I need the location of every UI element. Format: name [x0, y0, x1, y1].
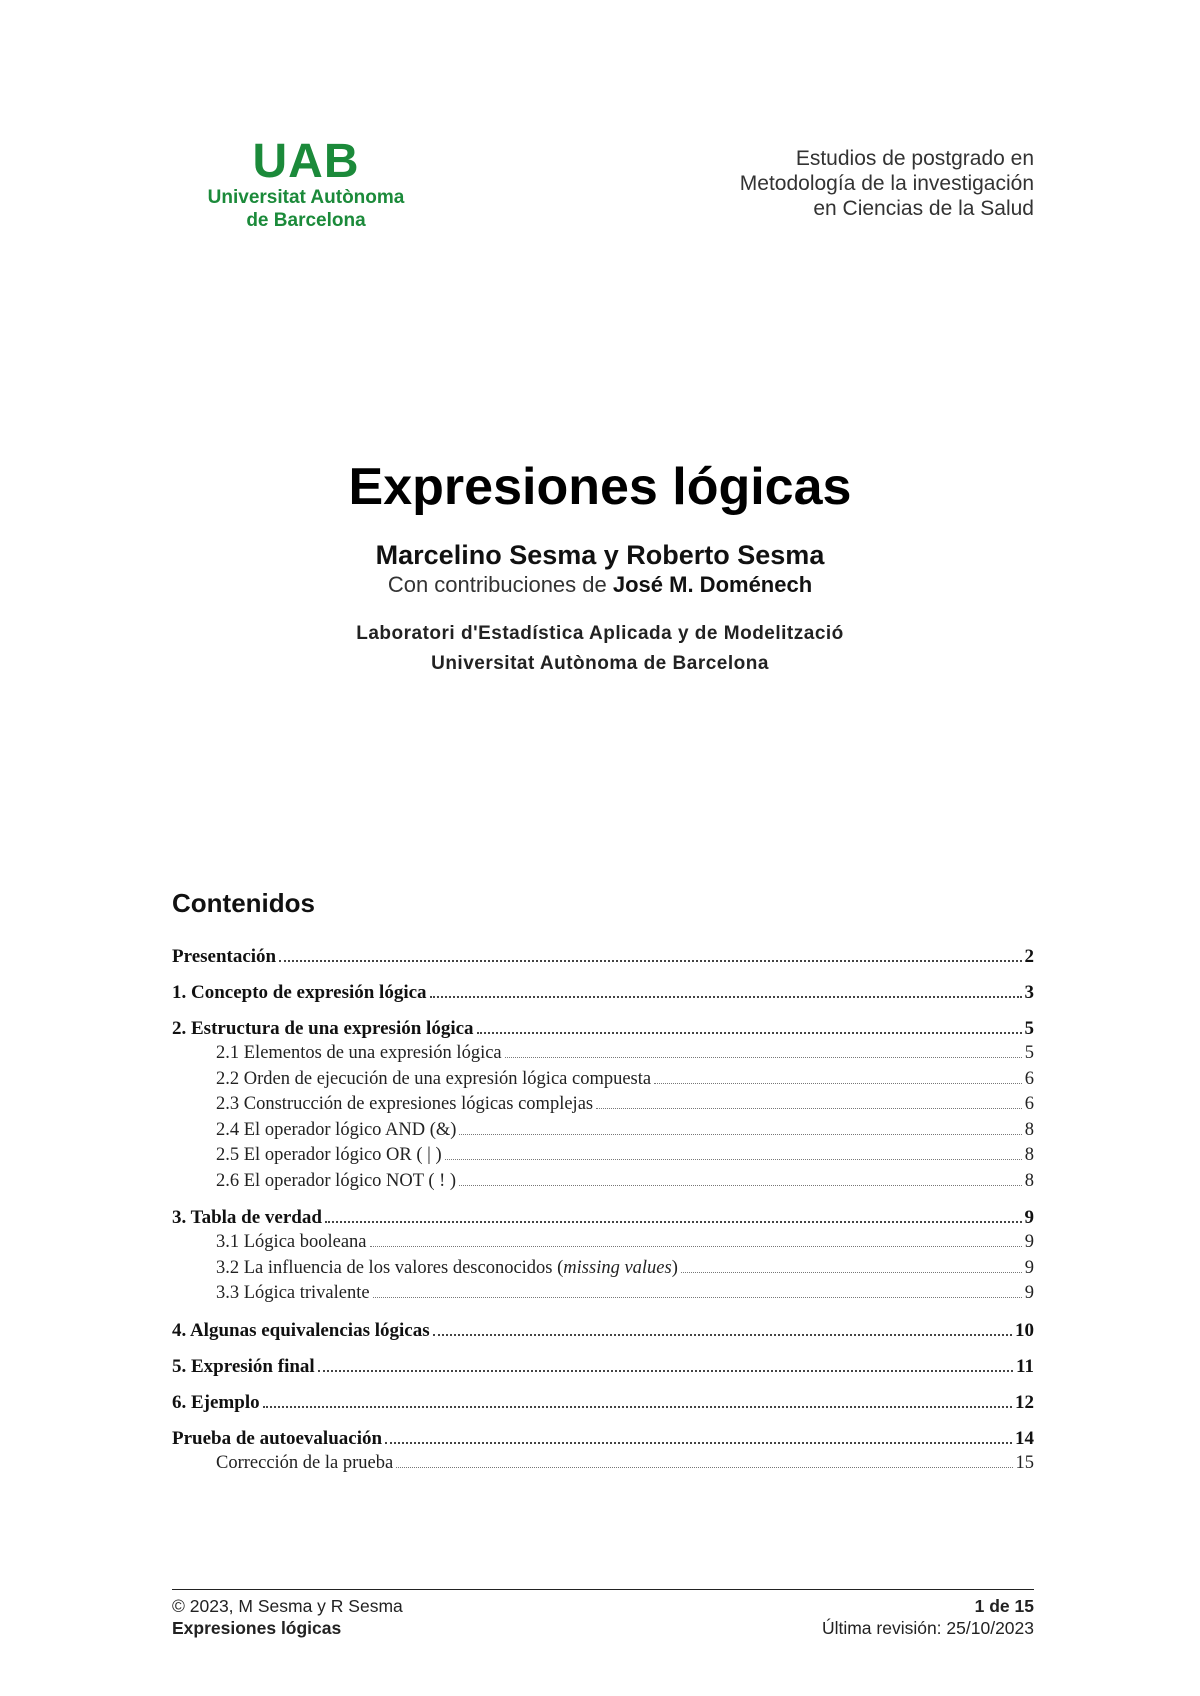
toc-entry-label: 2.1 Elementos de una expresión lógica	[216, 1043, 502, 1063]
uab-logo	[186, 135, 426, 232]
toc-dot-leader	[445, 1159, 1022, 1160]
toc-entry-label: 5. Expresión final	[172, 1355, 315, 1377]
toc-dot-leader	[370, 1246, 1022, 1247]
title-block	[0, 455, 1200, 679]
toc-dot-leader	[505, 1057, 1022, 1058]
toc-entry-correccion[interactable]	[172, 1451, 1034, 1477]
footer-page-number: 1 de 15	[974, 1596, 1034, 1616]
toc-entry-page: 6	[1024, 1094, 1034, 1114]
toc-entry-page: 12	[1015, 1391, 1034, 1413]
toc-entry-1[interactable]	[172, 981, 1034, 1005]
toc-dot-leader	[433, 1334, 1012, 1336]
footer-copyright: © 2023, M Sesma y R Sesma	[172, 1596, 403, 1616]
toc-entry-label	[216, 1256, 678, 1282]
uab-logo-line1: Universitat Autònoma	[207, 187, 405, 208]
toc-dot-leader	[459, 1134, 1021, 1135]
toc-dot-leader	[279, 960, 1021, 962]
footer-doc-title: Expresiones lógicas	[172, 1618, 342, 1638]
toc-entry-label: 2.5 El operador lógico OR ( | )	[216, 1145, 442, 1165]
program-heading	[740, 146, 1034, 221]
toc-entry-page: 3	[1024, 982, 1034, 1003]
toc-entry-label: 3.1 Lógica booleana	[216, 1232, 367, 1252]
toc-entry-3-2[interactable]	[172, 1256, 1034, 1282]
toc-entry-page: 8	[1024, 1145, 1034, 1165]
toc-dot-leader	[318, 1370, 1013, 1372]
toc-entry-prueba[interactable]	[172, 1427, 1034, 1451]
program-line2: Metodología de la investigación	[739, 172, 1034, 195]
toc-entry-page: 5	[1024, 1018, 1034, 1039]
toc-entry-label: 1. Concepto de expresión lógica	[172, 982, 427, 1003]
toc-entry-2-3[interactable]	[172, 1092, 1034, 1118]
toc-entry-2-1[interactable]	[172, 1041, 1034, 1067]
toc-entry-2-5[interactable]	[172, 1143, 1034, 1169]
toc-entry-2[interactable]	[172, 1017, 1034, 1041]
toc-entry-label: Corrección de la prueba	[216, 1452, 394, 1473]
toc-entry-page: 2	[1024, 946, 1034, 967]
contributions	[0, 571, 1200, 599]
toc-entry-page: 6	[1024, 1068, 1034, 1089]
toc-entry-5[interactable]	[172, 1355, 1034, 1379]
toc-entry-3-3[interactable]	[172, 1281, 1034, 1307]
toc-entry-page: 9	[1024, 1283, 1034, 1303]
toc-dot-leader	[477, 1032, 1022, 1034]
affiliation-lab: Laboratori d'Estadística Aplicada y de Modelització	[356, 623, 844, 644]
toc-dot-leader	[263, 1406, 1012, 1408]
toc-dot-leader	[654, 1083, 1022, 1084]
toc-entry-label-italic: missing values	[563, 1257, 672, 1278]
toc-entry-label: Prueba de autoevaluación	[172, 1427, 383, 1449]
toc-entry-label: Presentación	[172, 946, 277, 967]
toc-dot-leader	[430, 996, 1022, 998]
footer-row-1	[172, 1595, 1034, 1617]
toc-dot-leader	[681, 1272, 1022, 1273]
authors: Marcelino Sesma y Roberto Sesma	[375, 540, 825, 570]
document-title: Expresiones lógicas	[348, 458, 852, 516]
toc-entry-label: 6. Ejemplo	[172, 1391, 260, 1413]
toc-entry-label: 2.3 Construcción de expresiones lógicas complejas	[216, 1094, 594, 1114]
toc-entry-label: 3. Tabla de verdad	[172, 1207, 322, 1228]
footer-revision: Última revisión: 25/10/2023	[821, 1618, 1034, 1638]
toc-entry-page: 9	[1024, 1232, 1034, 1252]
toc-dot-leader	[396, 1467, 1012, 1468]
toc-dot-leader	[325, 1221, 1022, 1223]
toc-entry-page: 5	[1024, 1043, 1034, 1063]
toc-entry-label: 2.6 El operador lógico NOT ( ! )	[216, 1170, 457, 1191]
toc-entry-page: 14	[1015, 1427, 1034, 1449]
toc-entry-label: 2.4 El operador lógico AND (&)	[216, 1119, 457, 1140]
contributions-prefix: Con contribuciones de	[387, 572, 607, 597]
toc-entry-page: 8	[1024, 1170, 1034, 1191]
footer-row-2	[172, 1617, 1034, 1639]
toc-dot-leader	[385, 1442, 1012, 1444]
toc-entry-3-1[interactable]	[172, 1230, 1034, 1256]
toc-dot-leader	[596, 1108, 1022, 1109]
toc-entry-page: 8	[1024, 1119, 1034, 1140]
table-of-contents	[172, 888, 1034, 1476]
toc-entry-6[interactable]	[172, 1391, 1034, 1415]
toc-entry-2-2[interactable]	[172, 1067, 1034, 1093]
toc-entry-presentacion[interactable]	[172, 945, 1034, 969]
toc-entry-page: 9	[1024, 1207, 1034, 1228]
toc-entry-3[interactable]	[172, 1206, 1034, 1230]
toc-entry-4[interactable]	[172, 1319, 1034, 1343]
contributor-name: José M. Doménech	[612, 572, 813, 597]
uab-logo-line2: de Barcelona	[246, 210, 366, 231]
toc-dot-leader	[459, 1185, 1022, 1186]
toc-entry-2-6[interactable]	[172, 1169, 1034, 1195]
toc-entry-page: 11	[1016, 1355, 1034, 1377]
toc-heading: Contenidos	[172, 888, 315, 918]
affiliation	[0, 619, 1200, 679]
toc-entry-label: 4. Algunas equivalencias lógicas	[172, 1319, 430, 1341]
toc-entry-page: 15	[1015, 1452, 1034, 1473]
toc-entry-label-prefix: 3.2 La influencia de los valores desconocidos (	[216, 1257, 564, 1278]
toc-entry-2-4[interactable]	[172, 1118, 1034, 1144]
toc-entry-label-suffix: )	[671, 1257, 678, 1278]
toc-entry-label: 2. Estructura de una expresión lógica	[172, 1018, 474, 1039]
toc-dot-leader	[373, 1297, 1022, 1298]
toc-entry-label: 2.2 Orden de ejecución de una expresión lógica compuesta	[216, 1068, 652, 1089]
page-footer	[172, 1589, 1034, 1639]
toc-entry-page: 9	[1024, 1257, 1034, 1278]
uab-logo-mark: UAB	[252, 135, 360, 188]
program-line3: en Ciencias de la Salud	[813, 197, 1034, 220]
affiliation-university: Universitat Autònoma de Barcelona	[431, 653, 769, 674]
toc-entry-page: 10	[1015, 1319, 1034, 1341]
toc-entry-label: 3.3 Lógica trivalente	[216, 1283, 370, 1303]
program-line1: Estudios de postgrado en	[795, 147, 1034, 170]
